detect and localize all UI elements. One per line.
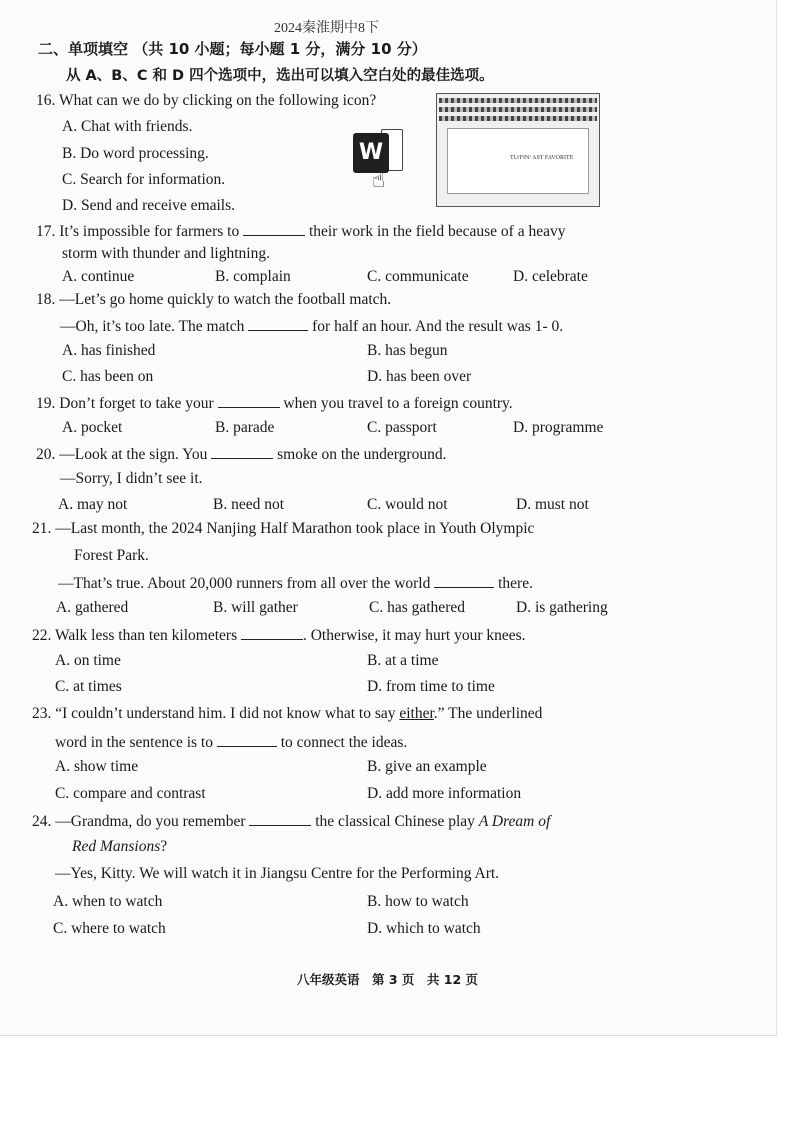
question-23-line2: word in the sentence is to to connect the ideas. bbox=[55, 734, 408, 751]
page-footer: 八年级英语 第 3 页 共 12 页 bbox=[297, 972, 479, 987]
question-18: 18. —Let’s go home quickly to watch the football match. bbox=[36, 291, 392, 308]
answer-blank bbox=[434, 573, 494, 588]
question-number: 22. bbox=[32, 627, 52, 644]
question-22: 22. Walk less than ten kilometers . Otherwise, it may hurt your knees. bbox=[32, 627, 526, 644]
option-22-c: C. at times bbox=[55, 678, 122, 695]
option-19-c: C. passport bbox=[367, 419, 437, 436]
question-17-line2: storm with thunder and lightning. bbox=[62, 245, 270, 262]
question-number: 18. bbox=[36, 291, 56, 308]
screenshot-caption: TU/FIN/ AST FAVORITE bbox=[510, 155, 574, 161]
question-21-line2: —That’s true. About 20,000 runners from all over the world there. bbox=[58, 575, 533, 592]
question-19: 19. Don’t forget to take your when you travel to a foreign country. bbox=[36, 395, 513, 412]
option-22-b: B. at a time bbox=[367, 652, 439, 669]
question-20: 20. —Look at the sign. You smoke on the underground. bbox=[36, 446, 447, 463]
option-16-c: C. Search for information. bbox=[62, 171, 226, 188]
question-21: 21. —Last month, the 2024 Nanjing Half Marathon took place in Youth Olympic bbox=[32, 520, 535, 537]
question-stem: What can we do by clicking on the following icon? bbox=[58, 92, 377, 109]
option-24-c: C. where to watch bbox=[53, 920, 166, 937]
hand-pointer-icon: ☝ bbox=[372, 168, 386, 193]
underlined-word: either bbox=[399, 705, 434, 722]
question-17: 17. It’s impossible for farmers to their work in the field because of a heavy bbox=[36, 223, 566, 240]
answer-blank bbox=[243, 221, 305, 236]
option-19-d: D. programme bbox=[513, 419, 604, 436]
option-20-c: C. would not bbox=[367, 496, 448, 513]
question-number: 23. bbox=[32, 705, 52, 722]
option-17-c: C. communicate bbox=[367, 268, 469, 285]
option-17-d: D. celebrate bbox=[513, 268, 588, 285]
option-17-a: A. continue bbox=[62, 268, 135, 285]
question-16 bbox=[36, 92, 376, 110]
option-23-d: D. add more information bbox=[367, 785, 522, 802]
question-24-line2: Red Mansions? bbox=[72, 838, 168, 855]
option-18-c: C. has been on bbox=[62, 368, 154, 385]
answer-blank bbox=[217, 732, 277, 747]
play-title-cont: Red Mansions bbox=[72, 838, 161, 855]
answer-blank bbox=[211, 444, 273, 459]
option-23-a: A. show time bbox=[55, 758, 139, 775]
question-number: 19. bbox=[36, 395, 56, 412]
option-23-c: C. compare and contrast bbox=[55, 785, 206, 802]
option-18-b: B. has begun bbox=[367, 342, 448, 359]
answer-blank bbox=[248, 316, 308, 331]
option-16-a: A. Chat with friends. bbox=[62, 118, 193, 135]
option-20-d: D. must not bbox=[516, 496, 589, 513]
option-16-b: B. Do word processing. bbox=[62, 145, 209, 162]
answer-blank bbox=[241, 625, 303, 640]
question-number: 24. bbox=[32, 813, 52, 830]
question-21-line1b: Forest Park. bbox=[74, 547, 149, 564]
option-18-d: D. has been over bbox=[367, 368, 472, 385]
section-title: 二、单项填空 （共 10 小题；每小题 1 分，满分 10 分） bbox=[38, 40, 427, 58]
option-21-a: A. gathered bbox=[56, 599, 129, 616]
question-number: 20. bbox=[36, 446, 56, 463]
option-21-b: B. will gather bbox=[213, 599, 298, 616]
option-20-b: B. need not bbox=[213, 496, 285, 513]
option-17-b: B. complain bbox=[215, 268, 291, 285]
option-24-b: B. how to watch bbox=[367, 893, 469, 910]
option-21-c: C. has gathered bbox=[369, 599, 465, 616]
question-number: 17. bbox=[36, 223, 56, 240]
question-24-line3: —Yes, Kitty. We will watch it in Jiangsu Centre for the Performing Art. bbox=[55, 865, 500, 882]
option-21-d: D. is gathering bbox=[516, 599, 608, 616]
option-16-d: D. Send and receive emails. bbox=[62, 197, 236, 214]
answer-blank bbox=[218, 393, 280, 408]
question-18-line2: —Oh, it’s too late. The match for half an hour. And the result was 1- 0. bbox=[60, 318, 564, 335]
option-24-d: D. which to watch bbox=[367, 920, 481, 937]
question-20-line2: —Sorry, I didn’t see it. bbox=[60, 470, 203, 487]
word-icon-letter: W bbox=[353, 133, 389, 173]
question-number: 16. bbox=[36, 92, 56, 109]
question-number: 21. bbox=[32, 520, 52, 537]
question-23: 23. “I couldn’t understand him. I did not know what to say either.” The underlined bbox=[32, 705, 543, 722]
play-title: A Dream of bbox=[478, 813, 551, 830]
page-header: 2024秦淮期中8下 bbox=[274, 21, 379, 36]
option-18-a: A. has finished bbox=[62, 342, 156, 359]
answer-blank bbox=[249, 811, 311, 826]
option-24-a: A. when to watch bbox=[53, 893, 163, 910]
option-20-a: A. may not bbox=[58, 496, 128, 513]
option-22-a: A. on time bbox=[55, 652, 121, 669]
section-instruction: 从 A、B、C 和 D 四个选项中，选出可以填入空白处的最佳选项。 bbox=[66, 68, 494, 84]
question-24: 24. —Grandma, do you remember the classical Chinese play A Dream of bbox=[32, 813, 551, 830]
option-22-d: D. from time to time bbox=[367, 678, 495, 695]
word-window-screenshot bbox=[436, 93, 600, 207]
option-23-b: B. give an example bbox=[367, 758, 487, 775]
option-19-b: B. parade bbox=[215, 419, 275, 436]
option-19-a: A. pocket bbox=[62, 419, 123, 436]
